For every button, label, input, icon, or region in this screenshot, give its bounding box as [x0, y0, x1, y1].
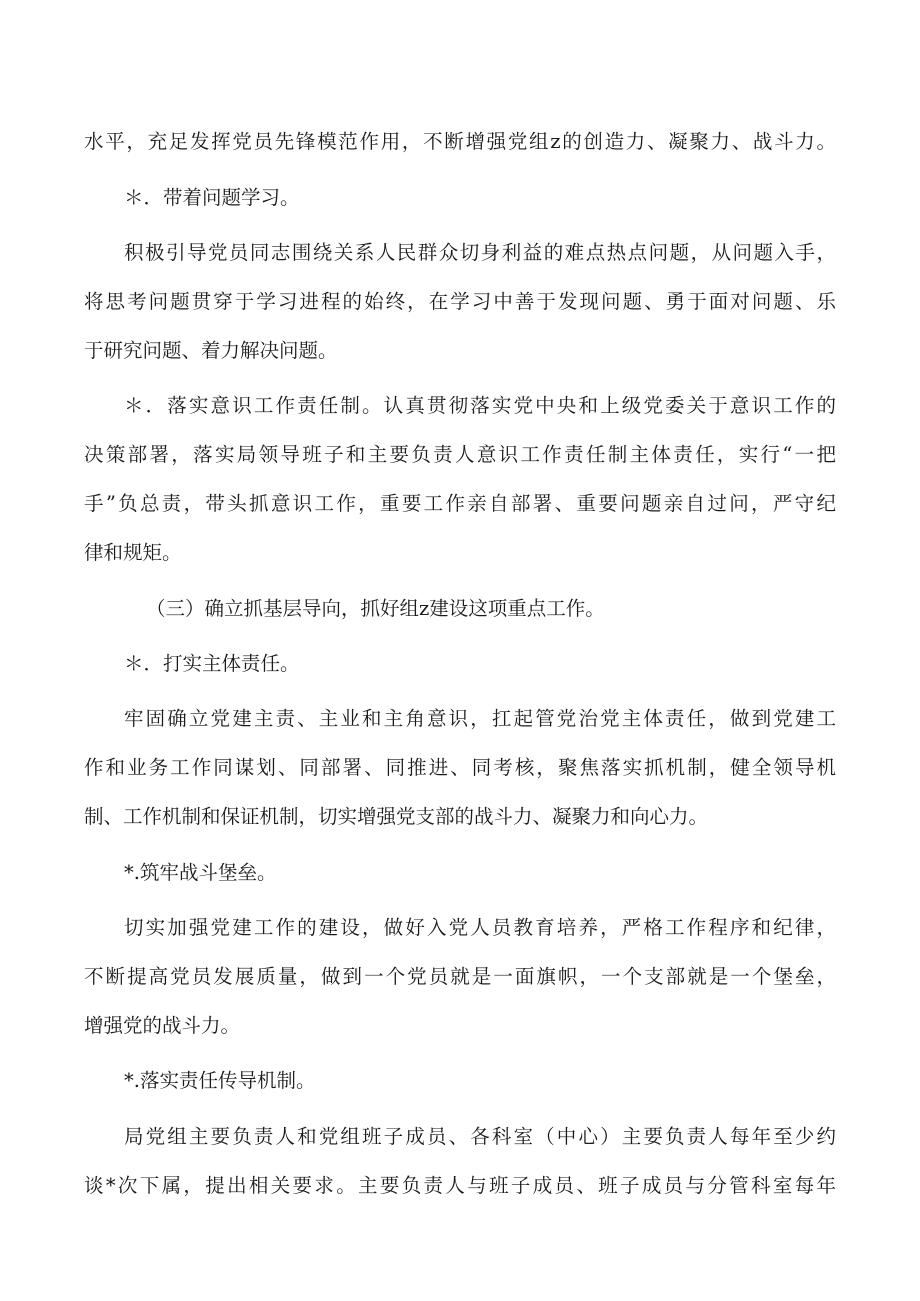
text-line: 局党组主要负责人和党组班子成员、各科室（中心）主要负责人每年至少约: [124, 1125, 836, 1148]
text-line: 切实加强党建工作的建设，做好入党人员教育培养，严格工作程序和纪律，: [124, 916, 836, 939]
text-line: 谈*次下属，提出相关要求。主要负责人与班子成员、班子成员与分管科室每年: [84, 1174, 836, 1197]
list-heading: *.筑牢战斗堡垒。: [124, 861, 277, 884]
text-line: 手”负总责，带头抓意识工作，重要工作亲自部署、重要问题亲自过问，严守纪: [84, 492, 836, 515]
text-line: 水平，充足发挥党员先锋模范作用，不断增强党组z的创造力、凝聚力、战斗力。: [84, 130, 836, 153]
list-heading: ＊．带着问题学习。: [124, 186, 300, 209]
list-heading: *.落实责任传导机制。: [124, 1069, 316, 1092]
list-heading: ＊．打实主体责任。: [124, 652, 300, 675]
text-line: 作和业务工作同谋划、同部署、同推进、同考核，聚焦落实抓机制，健全领导机: [84, 756, 836, 779]
text-line: 将思考问题贯穿于学习进程的始终，在学习中善于发现问题、勇于面对问题、乐: [84, 290, 836, 313]
text-line: 增强党的战斗力。: [84, 1014, 241, 1037]
text-line: 牢固确立党建主责、主业和主角意识，扛起管党治党主体责任，做到党建工: [124, 707, 836, 730]
text-line: 律和规矩。: [84, 541, 182, 564]
text-line: 决策部署，落实局领导班子和主要负责人意识工作责任制主体责任，实行“一把: [84, 443, 836, 466]
text-line: 不断提高党员发展质量，做到一个党员就是一面旗帜，一个支部就是一个堡垒，: [84, 965, 836, 988]
text-line: 积极引导党员同志围绕关系人民群众切身利益的难点热点问题，从问题入手，: [124, 241, 836, 264]
section-heading: （三）确立抓基层导向，抓好组z建设这项重点工作。: [146, 597, 605, 620]
text-line: ＊．落实意识工作责任制。认真贯彻落实党中央和上级党委关于意识工作的: [124, 394, 836, 417]
text-line: 制、工作机制和保证机制，切实增强党支部的战斗力、凝聚力和向心力。: [84, 805, 709, 828]
text-line: 于研究问题、着力解决问题。: [84, 339, 338, 362]
